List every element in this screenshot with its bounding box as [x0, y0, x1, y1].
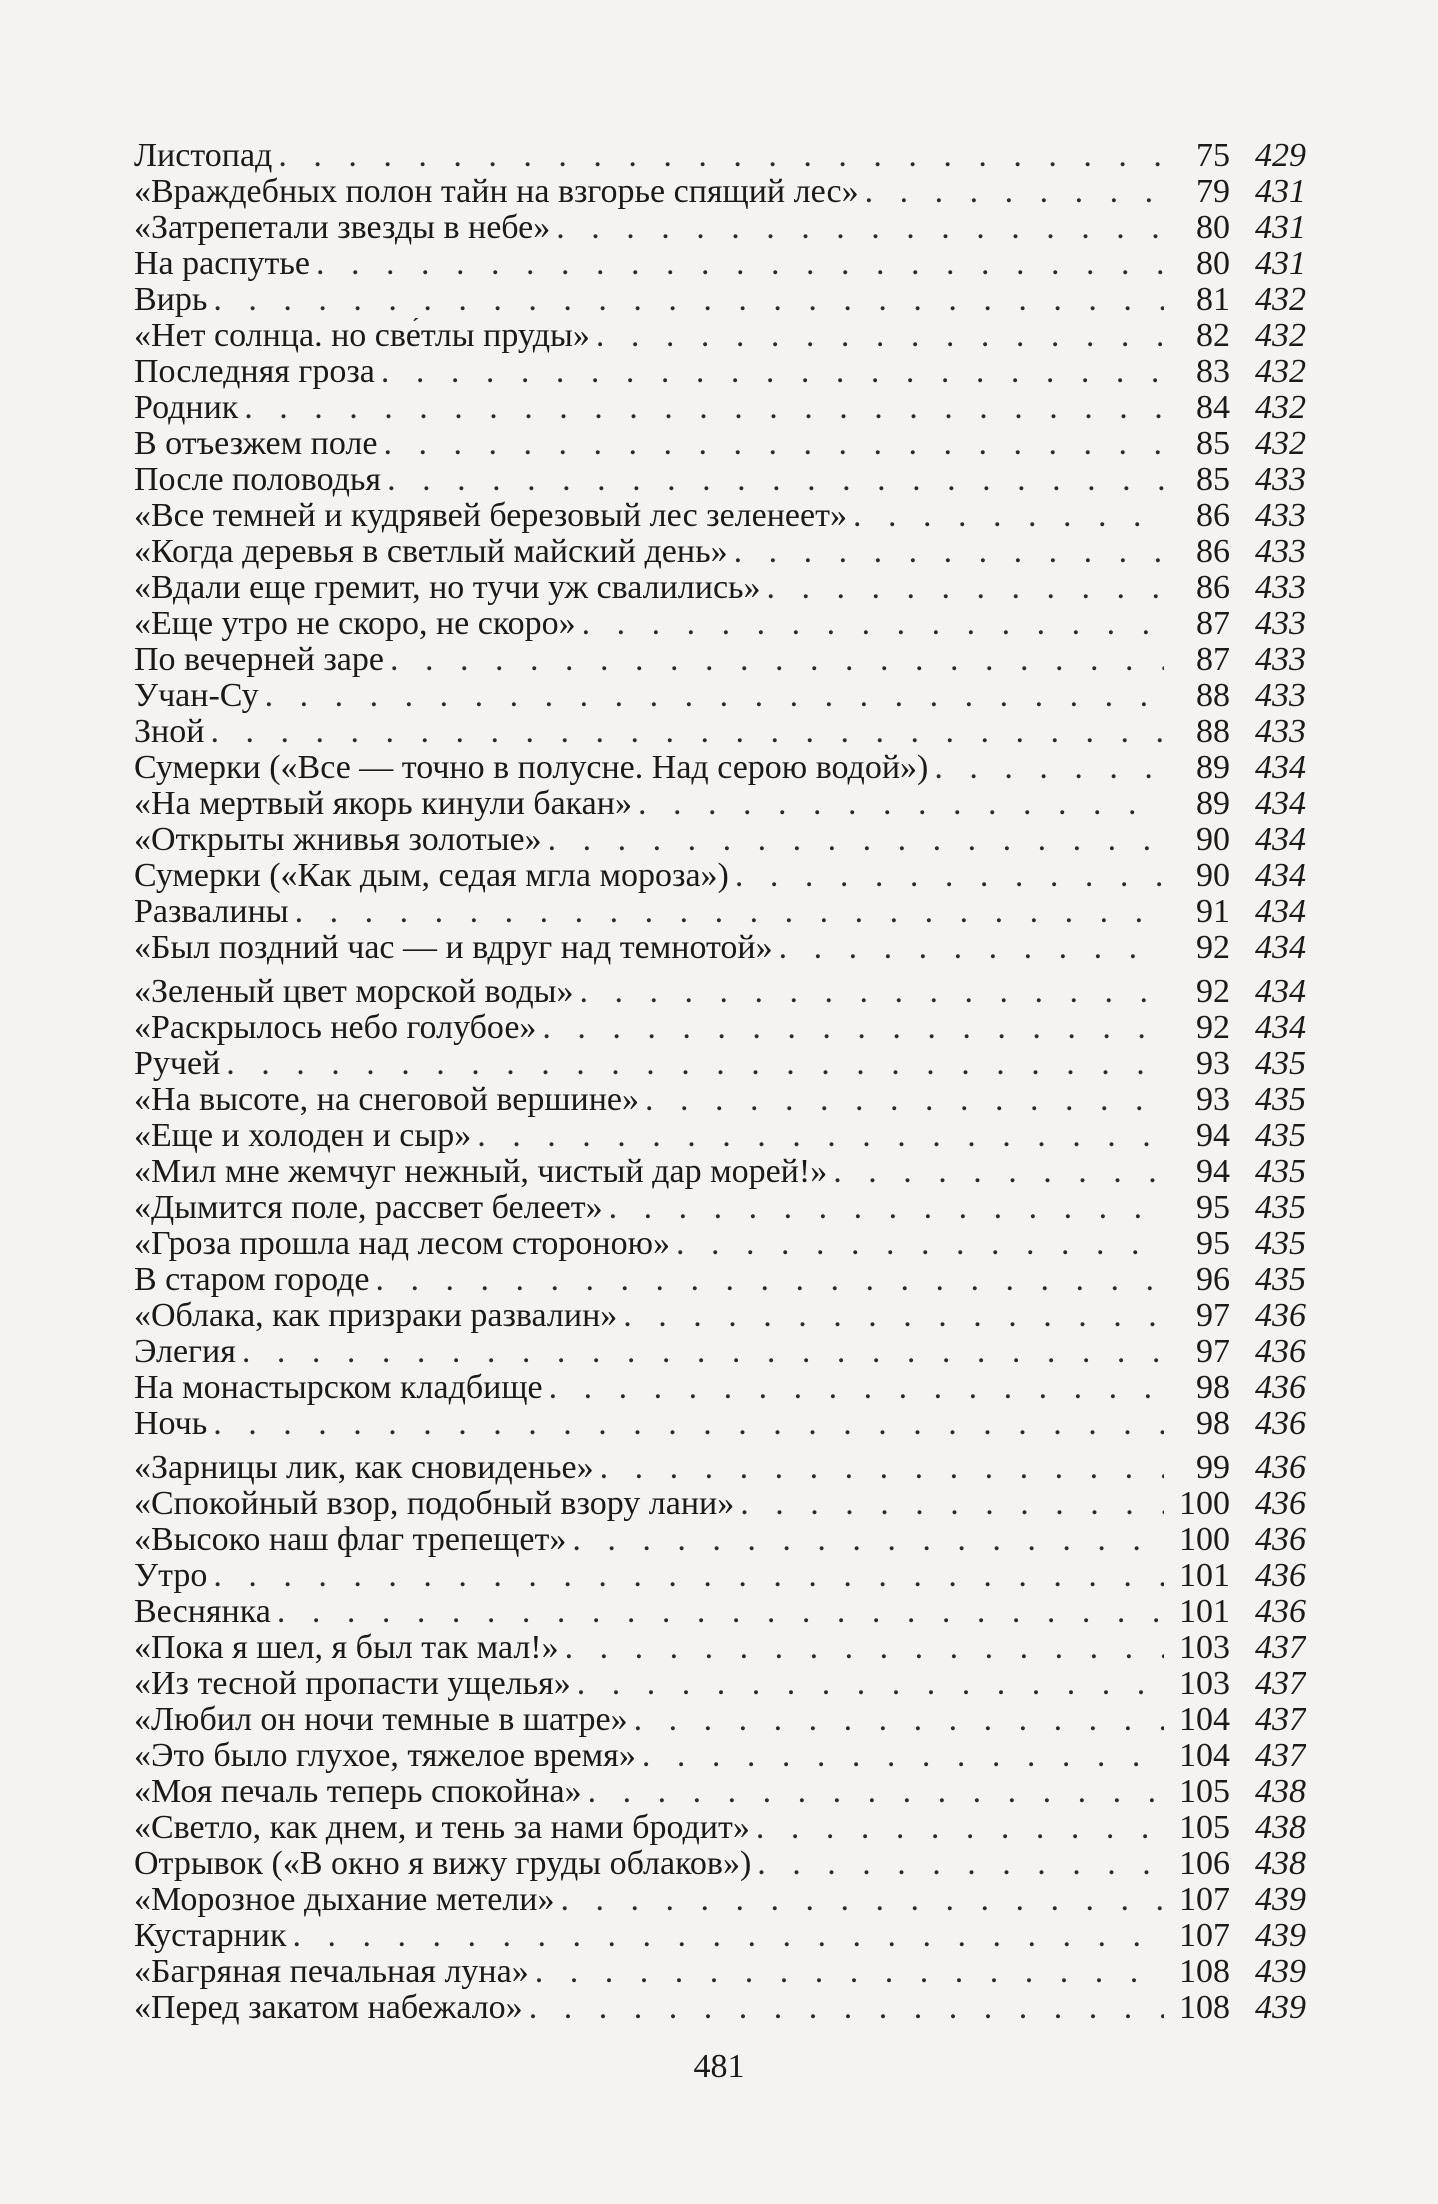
toc-entry-title: Последняя гроза	[134, 354, 375, 390]
toc-entry-title: «Зеленый цвет морской воды»	[134, 974, 574, 1010]
toc-entry-text-page: 87	[1196, 606, 1230, 642]
toc-entry-title: «Нет солнца. но све́тлы пруды»	[134, 318, 590, 354]
toc-entry-title: В отъезжем поле	[134, 426, 378, 462]
toc-entry-text-page: 100	[1179, 1486, 1230, 1522]
dot-leader	[277, 1594, 1164, 1630]
toc-entry	[134, 786, 1306, 822]
toc-entry-title: «Морозное дыхание метели»	[134, 1882, 555, 1918]
toc-entry-text-page: 80	[1196, 210, 1230, 246]
toc-entry-title: «Когда деревья в светлый майский день»	[134, 534, 728, 570]
toc-entry-text-page: 104	[1179, 1738, 1230, 1774]
toc-entry-text-page: 106	[1179, 1846, 1230, 1882]
toc-entry-title: «Моя печаль теперь спокойна»	[134, 1774, 582, 1810]
toc-entry-title: «Любил он ночи темные в шатре»	[134, 1702, 628, 1738]
toc-entry-notes-page: 434	[1255, 858, 1306, 894]
dot-leader	[865, 174, 1164, 210]
dot-leader	[242, 1334, 1164, 1370]
dot-leader	[548, 822, 1164, 858]
toc-entry-text-page: 98	[1196, 1406, 1230, 1442]
toc-entry-text-page: 90	[1196, 858, 1230, 894]
toc-entry	[134, 1406, 1306, 1442]
toc-entry-notes-page: 434	[1255, 1010, 1306, 1046]
toc-entry-text-page: 103	[1179, 1630, 1230, 1666]
toc-entry-notes-page: 433	[1255, 606, 1306, 642]
toc-entry-notes-page: 435	[1255, 1190, 1306, 1226]
toc-entry-title: «Затрепетали звезды в небе»	[134, 210, 551, 246]
toc-entry	[134, 678, 1306, 714]
dot-leader	[387, 462, 1164, 498]
toc-entry-title: «Еще и холоден и сыр»	[134, 1118, 472, 1154]
dot-leader	[779, 930, 1164, 966]
toc-entry-title: В старом городе	[134, 1262, 370, 1298]
toc-entry	[134, 1010, 1306, 1046]
toc-entry-text-page: 101	[1179, 1558, 1230, 1594]
toc-entry-notes-page: 434	[1255, 930, 1306, 966]
toc-entry-notes-page: 436	[1255, 1594, 1306, 1630]
toc-entry-notes-page: 439	[1255, 1882, 1306, 1918]
toc-entry	[134, 1334, 1306, 1370]
section-gap	[134, 966, 1306, 974]
toc-entry-text-page: 86	[1196, 534, 1230, 570]
toc-entry	[134, 570, 1306, 606]
dot-leader	[623, 1298, 1164, 1334]
toc-entry-notes-page: 434	[1255, 750, 1306, 786]
toc-entry-notes-page: 437	[1255, 1738, 1306, 1774]
toc-entry-title: «Светло, как днем, и тень за нами бродит»	[134, 1810, 750, 1846]
toc-entry	[134, 858, 1306, 894]
toc-entry	[134, 1262, 1306, 1298]
toc-entry	[134, 1630, 1306, 1666]
toc-entry-notes-page: 434	[1255, 974, 1306, 1010]
toc-entry-notes-page: 436	[1255, 1450, 1306, 1486]
toc-entry-text-page: 103	[1179, 1666, 1230, 1702]
dot-leader	[756, 1810, 1164, 1846]
toc-entry-text-page: 101	[1179, 1594, 1230, 1630]
toc-entry-title: «Зарницы лик, как сновиденье»	[134, 1450, 594, 1486]
toc-entry-notes-page: 433	[1255, 678, 1306, 714]
toc-entry	[134, 894, 1306, 930]
toc-entry	[134, 1226, 1306, 1262]
toc-entry-title: Зной	[134, 714, 205, 750]
toc-entry-notes-page: 436	[1255, 1334, 1306, 1370]
dot-leader	[676, 1226, 1164, 1262]
toc-entry-text-page: 97	[1196, 1298, 1230, 1334]
toc-entry-title: «Открыты жнивья золотые»	[134, 822, 542, 858]
toc-entry-notes-page: 435	[1255, 1082, 1306, 1118]
toc-entry-title: «Дымится поле, рассвет белеет»	[134, 1190, 603, 1226]
table-of-contents	[134, 138, 1306, 2026]
toc-entry-title: «Все темней и кудрявей березовый лес зеленеет»	[134, 498, 847, 534]
toc-entry	[134, 1882, 1306, 1918]
toc-entry-notes-page: 429	[1255, 138, 1306, 174]
toc-entry-notes-page: 435	[1255, 1046, 1306, 1082]
toc-entry-title: Элегия	[134, 1334, 236, 1370]
dot-leader	[740, 1486, 1164, 1522]
dot-leader	[381, 354, 1164, 390]
toc-entry-title: «Мил мне жемчуг нежный, чистый дар морей!»	[134, 1154, 828, 1190]
dot-leader	[556, 210, 1164, 246]
toc-entry-notes-page: 436	[1255, 1406, 1306, 1442]
toc-entry-text-page: 94	[1196, 1154, 1230, 1190]
toc-entry-notes-page: 436	[1255, 1522, 1306, 1558]
toc-entry-title: «На высоте, на снеговой вершине»	[134, 1082, 640, 1118]
toc-entry-title: Вирь	[134, 282, 208, 318]
toc-entry	[134, 1954, 1306, 1990]
toc-entry	[134, 426, 1306, 462]
toc-entry-title: Ручей	[134, 1046, 221, 1082]
toc-entry-text-page: 85	[1196, 426, 1230, 462]
toc-entry-text-page: 95	[1196, 1190, 1230, 1226]
toc-entry-text-page: 92	[1196, 1010, 1230, 1046]
toc-entry-text-page: 93	[1196, 1082, 1230, 1118]
toc-entry-title: На распутье	[134, 246, 310, 282]
toc-entry-title: «Гроза прошла над лесом стороною»	[134, 1226, 671, 1262]
toc-entry-text-page: 104	[1179, 1702, 1230, 1738]
toc-entry	[134, 174, 1306, 210]
toc-entry-notes-page: 433	[1255, 570, 1306, 606]
toc-entry	[134, 1370, 1306, 1406]
toc-entry-text-page: 89	[1196, 750, 1230, 786]
dot-leader	[316, 246, 1164, 282]
toc-entry-notes-page: 431	[1255, 246, 1306, 282]
dot-leader	[244, 390, 1164, 426]
dot-leader	[757, 1846, 1164, 1882]
toc-entry-notes-page: 435	[1255, 1226, 1306, 1262]
dot-leader	[734, 534, 1164, 570]
toc-entry-notes-page: 432	[1255, 282, 1306, 318]
toc-entry	[134, 1190, 1306, 1226]
dot-leader	[565, 1630, 1164, 1666]
toc-entry-notes-page: 436	[1255, 1486, 1306, 1522]
dot-leader	[295, 894, 1164, 930]
toc-entry	[134, 1046, 1306, 1082]
toc-entry	[134, 1154, 1306, 1190]
dot-leader	[577, 1666, 1164, 1702]
toc-entry-text-page: 95	[1196, 1226, 1230, 1262]
toc-entry-text-page: 86	[1196, 570, 1230, 606]
dot-leader	[265, 678, 1164, 714]
toc-entry-notes-page: 436	[1255, 1370, 1306, 1406]
page-number: 481	[693, 2048, 745, 2085]
toc-entry-title: «Высоко наш флаг трепещет»	[134, 1522, 567, 1558]
toc-entry-title: На монастырском кладбище	[134, 1370, 543, 1406]
toc-entry-title: «Еще утро не скоро, не скоро»	[134, 606, 576, 642]
section-gap	[134, 1442, 1306, 1450]
toc-entry	[134, 534, 1306, 570]
dot-leader	[596, 318, 1164, 354]
toc-entry-text-page: 86	[1196, 498, 1230, 534]
toc-entry-text-page: 100	[1179, 1522, 1230, 1558]
toc-entry	[134, 138, 1306, 174]
toc-entry-text-page: 92	[1196, 930, 1230, 966]
dot-leader	[549, 1370, 1164, 1406]
toc-entry	[134, 714, 1306, 750]
dot-leader	[210, 714, 1164, 750]
toc-entry-notes-page: 435	[1255, 1118, 1306, 1154]
toc-entry-text-page: 82	[1196, 318, 1230, 354]
toc-entry-title: «Из тесной пропасти ущелья»	[134, 1666, 571, 1702]
toc-entry-text-page: 94	[1196, 1118, 1230, 1154]
dot-leader	[477, 1118, 1164, 1154]
dot-leader	[600, 1450, 1164, 1486]
toc-entry	[134, 1118, 1306, 1154]
toc-entry-text-page: 80	[1196, 246, 1230, 282]
toc-entry-text-page: 97	[1196, 1334, 1230, 1370]
toc-entry-title: «Багряная печальная луна»	[134, 1954, 529, 1990]
dot-leader	[572, 1522, 1164, 1558]
dot-leader	[767, 570, 1164, 606]
dot-leader	[833, 1154, 1164, 1190]
toc-entry-notes-page: 433	[1255, 498, 1306, 534]
toc-entry	[134, 606, 1306, 642]
dot-leader	[588, 1774, 1164, 1810]
toc-entry-text-page: 84	[1196, 390, 1230, 426]
toc-entry-title: По вечерней заре	[134, 642, 384, 678]
dot-leader	[293, 1918, 1165, 1954]
toc-entry-notes-page: 435	[1255, 1154, 1306, 1190]
toc-entry	[134, 1918, 1306, 1954]
toc-entry-notes-page: 435	[1255, 1262, 1306, 1298]
dot-leader	[561, 1882, 1164, 1918]
toc-entry-title: Кустарник	[134, 1918, 287, 1954]
toc-entry-text-page: 107	[1179, 1918, 1230, 1954]
toc-entry	[134, 1810, 1306, 1846]
toc-entry-notes-page: 439	[1255, 1918, 1306, 1954]
toc-entry	[134, 390, 1306, 426]
toc-entry-notes-page: 439	[1255, 1990, 1306, 2026]
dot-leader	[383, 426, 1164, 462]
toc-entry	[134, 282, 1306, 318]
dot-leader	[213, 1558, 1164, 1594]
toc-entry	[134, 1298, 1306, 1334]
toc-entry-notes-page: 433	[1255, 642, 1306, 678]
toc-entry	[134, 1558, 1306, 1594]
toc-entry-notes-page: 432	[1255, 390, 1306, 426]
toc-entry-text-page: 81	[1196, 282, 1230, 318]
toc-entry-notes-page: 433	[1255, 714, 1306, 750]
toc-entry-text-page: 83	[1196, 354, 1230, 390]
toc-entry-notes-page: 434	[1255, 822, 1306, 858]
toc-entry-title: «Раскрылось небо голубое»	[134, 1010, 537, 1046]
toc-entry-title: Развалины	[134, 894, 289, 930]
toc-entry-title: «Враждебных полон тайн на взгорье спящий лес»	[134, 174, 859, 210]
toc-entry-title: «На мертвый якорь кинули бакан»	[134, 786, 632, 822]
toc-entry-notes-page: 433	[1255, 534, 1306, 570]
toc-entry	[134, 1774, 1306, 1810]
toc-entry-title: «Вдали еще гремит, но тучи уж свалились»	[134, 570, 761, 606]
toc-entry	[134, 1082, 1306, 1118]
toc-entry-text-page: 88	[1196, 714, 1230, 750]
toc-entry	[134, 1666, 1306, 1702]
toc-entry-notes-page: 433	[1255, 462, 1306, 498]
toc-entry-notes-page: 436	[1255, 1298, 1306, 1334]
dot-leader	[278, 138, 1164, 174]
dot-leader	[642, 1738, 1164, 1774]
toc-entry-text-page: 75	[1196, 138, 1230, 174]
toc-entry-title: Учан-Су	[134, 678, 259, 714]
toc-entry-title: Отрывок («В окно я вижу груды облаков»)	[134, 1846, 752, 1882]
toc-entry-title: «Это было глухое, тяжелое время»	[134, 1738, 636, 1774]
toc-entry-notes-page: 431	[1255, 210, 1306, 246]
toc-entry-title: Родник	[134, 390, 239, 426]
toc-entry-title: После половодья	[134, 462, 382, 498]
toc-entry-title: Утро	[134, 1558, 208, 1594]
toc-entry	[134, 354, 1306, 390]
dot-leader	[634, 1702, 1164, 1738]
toc-entry-text-page: 88	[1196, 678, 1230, 714]
toc-entry-text-page: 85	[1196, 462, 1230, 498]
toc-entry	[134, 1846, 1306, 1882]
toc-entry	[134, 462, 1306, 498]
dot-leader	[529, 1990, 1164, 2026]
toc-entry-title: «Спокойный взор, подобный взору лани»	[134, 1486, 735, 1522]
toc-entry-title: «Облака, как призраки развалин»	[134, 1298, 618, 1334]
toc-entry-title: Сумерки («Как дым, седая мгла мороза»)	[134, 858, 729, 894]
toc-entry-title: Сумерки («Все — точно в полусне. Над серою водой»)	[134, 750, 929, 786]
toc-entry-notes-page: 434	[1255, 894, 1306, 930]
dot-leader	[376, 1262, 1164, 1298]
toc-entry-text-page: 87	[1196, 642, 1230, 678]
toc-entry-title: Листопад	[134, 138, 273, 174]
toc-entry	[134, 642, 1306, 678]
toc-entry-text-page: 89	[1196, 786, 1230, 822]
toc-entry-notes-page: 438	[1255, 1810, 1306, 1846]
toc-entry	[134, 750, 1306, 786]
toc-entry-notes-page: 438	[1255, 1846, 1306, 1882]
toc-entry-title: «Перед закатом набежало»	[134, 1990, 523, 2026]
toc-entry-notes-page: 437	[1255, 1666, 1306, 1702]
toc-entry-text-page: 98	[1196, 1370, 1230, 1406]
toc-entry-notes-page: 431	[1255, 174, 1306, 210]
toc-entry-text-page: 105	[1179, 1774, 1230, 1810]
toc-entry-text-page: 108	[1179, 1990, 1230, 2026]
dot-leader	[645, 1082, 1164, 1118]
dot-leader	[542, 1010, 1164, 1046]
toc-entry-title: «Был поздний час — и вдруг над темнотой»	[134, 930, 773, 966]
dot-leader	[580, 974, 1165, 1010]
toc-entry	[134, 1594, 1306, 1630]
toc-entry	[134, 1738, 1306, 1774]
toc-entry-notes-page: 438	[1255, 1774, 1306, 1810]
dot-leader	[390, 642, 1164, 678]
toc-entry-notes-page: 436	[1255, 1558, 1306, 1594]
toc-entry	[134, 318, 1306, 354]
toc-entry-title: Ночь	[134, 1406, 208, 1442]
toc-entry	[134, 974, 1306, 1010]
dot-leader	[609, 1190, 1164, 1226]
toc-entry-notes-page: 439	[1255, 1954, 1306, 1990]
toc-entry-text-page: 90	[1196, 822, 1230, 858]
toc-entry-text-page: 108	[1179, 1954, 1230, 1990]
dot-leader	[638, 786, 1164, 822]
toc-entry-notes-page: 432	[1255, 318, 1306, 354]
toc-entry-text-page: 96	[1196, 1262, 1230, 1298]
toc-entry	[134, 930, 1306, 966]
toc-entry-notes-page: 437	[1255, 1702, 1306, 1738]
dot-leader	[853, 498, 1164, 534]
dot-leader	[735, 858, 1164, 894]
toc-entry-text-page: 91	[1196, 894, 1230, 930]
toc-entry-text-page: 92	[1196, 974, 1230, 1010]
toc-entry-text-page: 105	[1179, 1810, 1230, 1846]
toc-entry-text-page: 93	[1196, 1046, 1230, 1082]
toc-entry	[134, 1990, 1306, 2026]
toc-entry-notes-page: 434	[1255, 786, 1306, 822]
toc-entry	[134, 1522, 1306, 1558]
toc-entry-notes-page: 432	[1255, 426, 1306, 462]
toc-entry-title: Веснянка	[134, 1594, 271, 1630]
dot-leader	[213, 1406, 1164, 1442]
toc-entry	[134, 1702, 1306, 1738]
toc-entry-text-page: 79	[1196, 174, 1230, 210]
toc-entry	[134, 246, 1306, 282]
dot-leader	[226, 1046, 1164, 1082]
toc-entry	[134, 822, 1306, 858]
toc-entry	[134, 210, 1306, 246]
dot-leader	[582, 606, 1164, 642]
toc-entry	[134, 1486, 1306, 1522]
dot-leader	[934, 750, 1164, 786]
toc-entry	[134, 498, 1306, 534]
dot-leader	[213, 282, 1164, 318]
toc-entry-text-page: 107	[1179, 1882, 1230, 1918]
dot-leader	[535, 1954, 1164, 1990]
toc-entry-title: «Пока я шел, я был так мал!»	[134, 1630, 559, 1666]
toc-entry-notes-page: 432	[1255, 354, 1306, 390]
toc-entry-text-page: 99	[1196, 1450, 1230, 1486]
toc-entry	[134, 1450, 1306, 1486]
toc-entry-notes-page: 437	[1255, 1630, 1306, 1666]
